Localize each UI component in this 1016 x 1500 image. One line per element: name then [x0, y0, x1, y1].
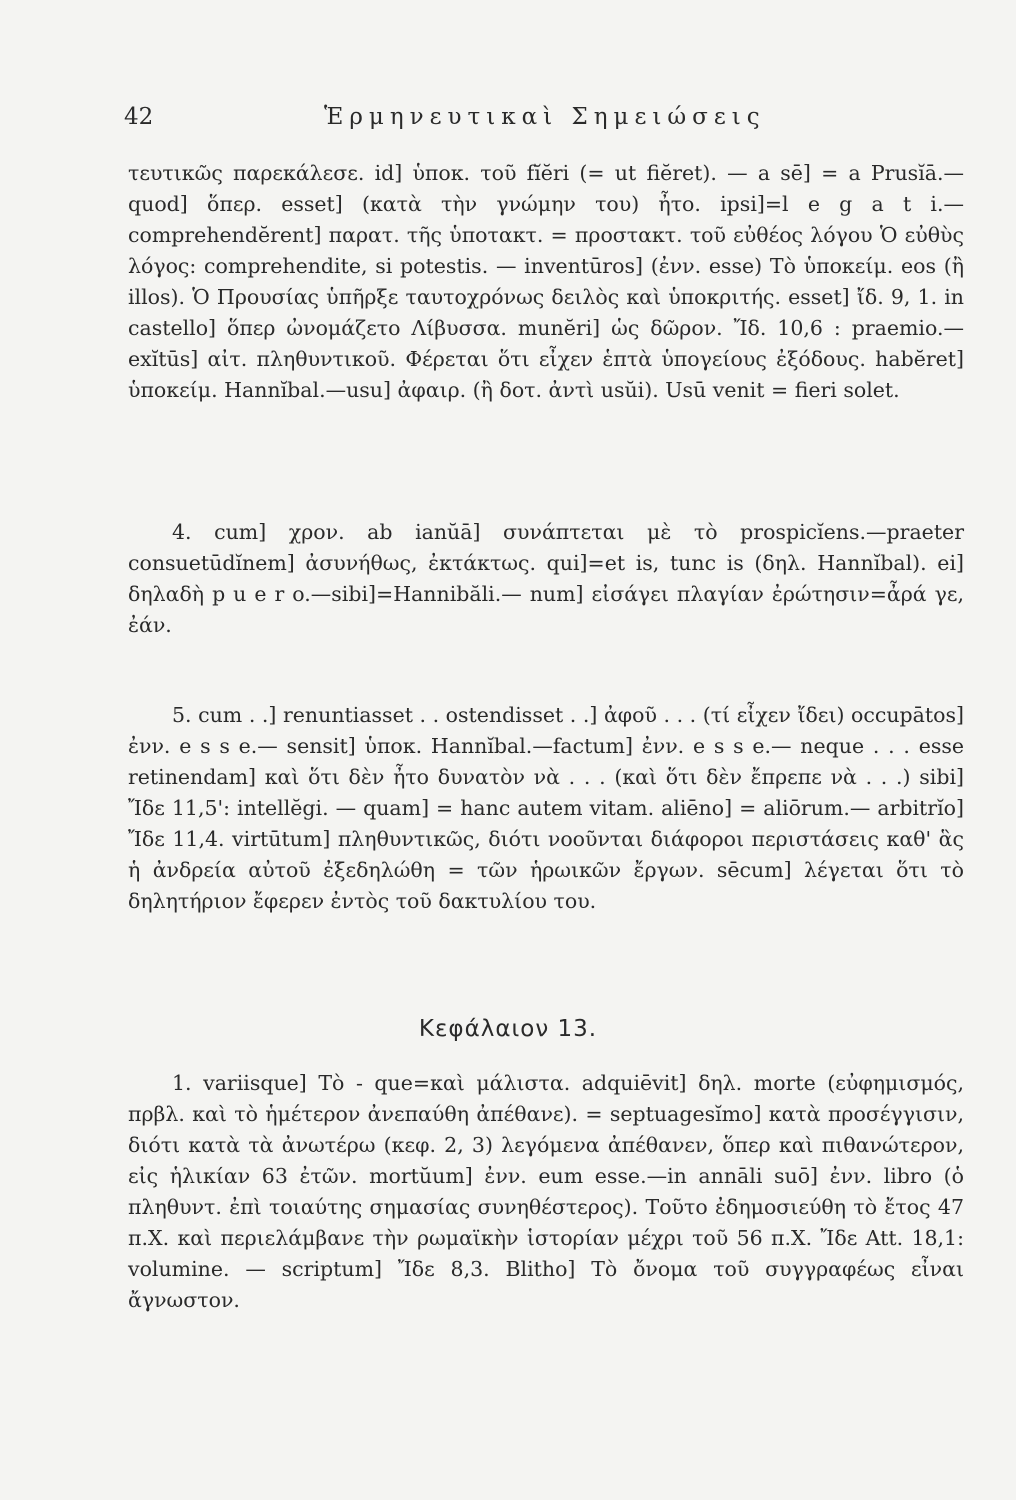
page-header [124, 104, 964, 140]
page-number: 42 [124, 104, 154, 130]
commentary-paragraph [128, 158, 964, 406]
chapter-heading: Κεφάλαιον 13. [418, 1016, 598, 1042]
running-title: Ἑρμηνευτικαὶ Σημειώσεις [324, 104, 766, 130]
paragraph-text: τευτικῶς παρεκάλεσε. id] ὑποκ. τοῦ fĭĕri (= ut fiĕret). — a sē] = a Prusĭā.—quod] ὅπερ. esset] (κατὰ τὴν γνώμην του) ἦτο. ipsi]=l e g a t i.—comprehendĕrent] παρατ. τῆς ὑποτακτ. = προστακτ. τοῦ εὐθέος λόγου Ὁ εὐθὺς λόγος: comprehendite, si potestis. — inventūros] (ἐνν. esse) Τὸ ὑποκείμ. eos (ἢ illos). Ὁ Προυσίας ὑπῆρξε ταυτοχρόνως δειλὸς καὶ ὑποκριτής. esset] ἴδ. 9, 1. in castello] ὅπερ ὠνομάζετο Λίβυσσα. munĕri] ὡς δῶρον. Ἴδ. 10,6 : praemio.—exĭtūs] αἰτ. πληθυντικοῦ. Φέρεται ὅτι εἶχεν ἑπτὰ ὑπογείους ἐξόδους. habĕret] ὑποκείμ. Hannĭbal.—usu] ἀφαιρ. (ἢ δοτ. ἀντὶ usŭi). Usū venit = fieri solet. [128, 161, 964, 402]
paragraph-text: 5. cum . .] renuntiasset . . ostendisset . .] ἀφοῦ . . . (τί εἶχεν ἴδει) occupātos] ἐνν. e s s e.— sensit] ὑποκ. Hannĭbal.—factum] ἐνν. e s s e.— neque . . . esse retinendam] καὶ ὅτι δὲν ἦτο δυνατὸν νὰ . . . (καὶ ὅτι δὲν ἔπρεπε νὰ . . .) sibi] Ἴδε 11,5': intellĕgi. — quam] = hanc autem vitam. aliēno] = aliōrum.— arbitrĭo] Ἴδε 11,4. virtūtum] πληθυντικῶς, διότι νοοῦνται διάφοροι περιστάσεις καθ' ἃς ἡ ἀνδρεία αὐτοῦ ἐξεδηλώθη = τῶν ἡρωικῶν ἔργων. sēcum] λέγεται ὅτι τὸ δηλητήριον ἔφερεν ἐντὸς τοῦ δακτυλίου του. [128, 703, 964, 913]
paragraph-text: 4. cum] χρον. ab ianŭā] συνάπτεται μὲ τὸ prospicĭens.—praeter consuetūdĭnem] ἀσυνήθως, ἐκτάκτως. qui]=et is, tunc is (δηλ. Hannĭbal). ei] δηλαδὴ p u e r o.—sibi]=Hannibăli.— num] εἰσάγει πλαγίαν ἐρώτησιν=ἆρά γε, ἐάν. [128, 520, 964, 637]
paragraph-text: 1. variisque] Τὸ - que=καὶ μάλιστα. adquiēvit] δηλ. morte (εὐφημισμός, πρβλ. καὶ τὸ ἡμέτερον ἀνεπαύθη ἀπέθανε). = septuagesĭmo] κατὰ προσέγγισιν, διότι κατὰ τὰ ἀνωτέρω (κεφ. 2, 3) λεγόμενα ἀπέθανεν, ὅπερ καὶ πιθανώτερον, εἰς ἡλικίαν 63 ἐτῶν. mortŭum] ἐνν. eum esse.—in annāli suō] ἐνν. libro (ὁ πληθυντ. ἐπὶ τοιαύτης σημασίας συνηθέστερος). Τοῦτο ἐδημοσιεύθη τὸ ἔτος 47 π.Χ. καὶ περιελάμβανε τὴν ρωμαϊκὴν ἱστορίαν μέχρι τοῦ 56 π.Χ. Ἴδε Att. 18,1: volumine. — scriptum] Ἴδε 8,3. Blitho] Τὸ ὄνομα τοῦ συγγραφέως εἶναι ἄγνωστον. [128, 1071, 964, 1312]
commentary-paragraph [128, 1068, 964, 1316]
commentary-paragraph [128, 517, 964, 641]
commentary-paragraph [128, 700, 964, 917]
